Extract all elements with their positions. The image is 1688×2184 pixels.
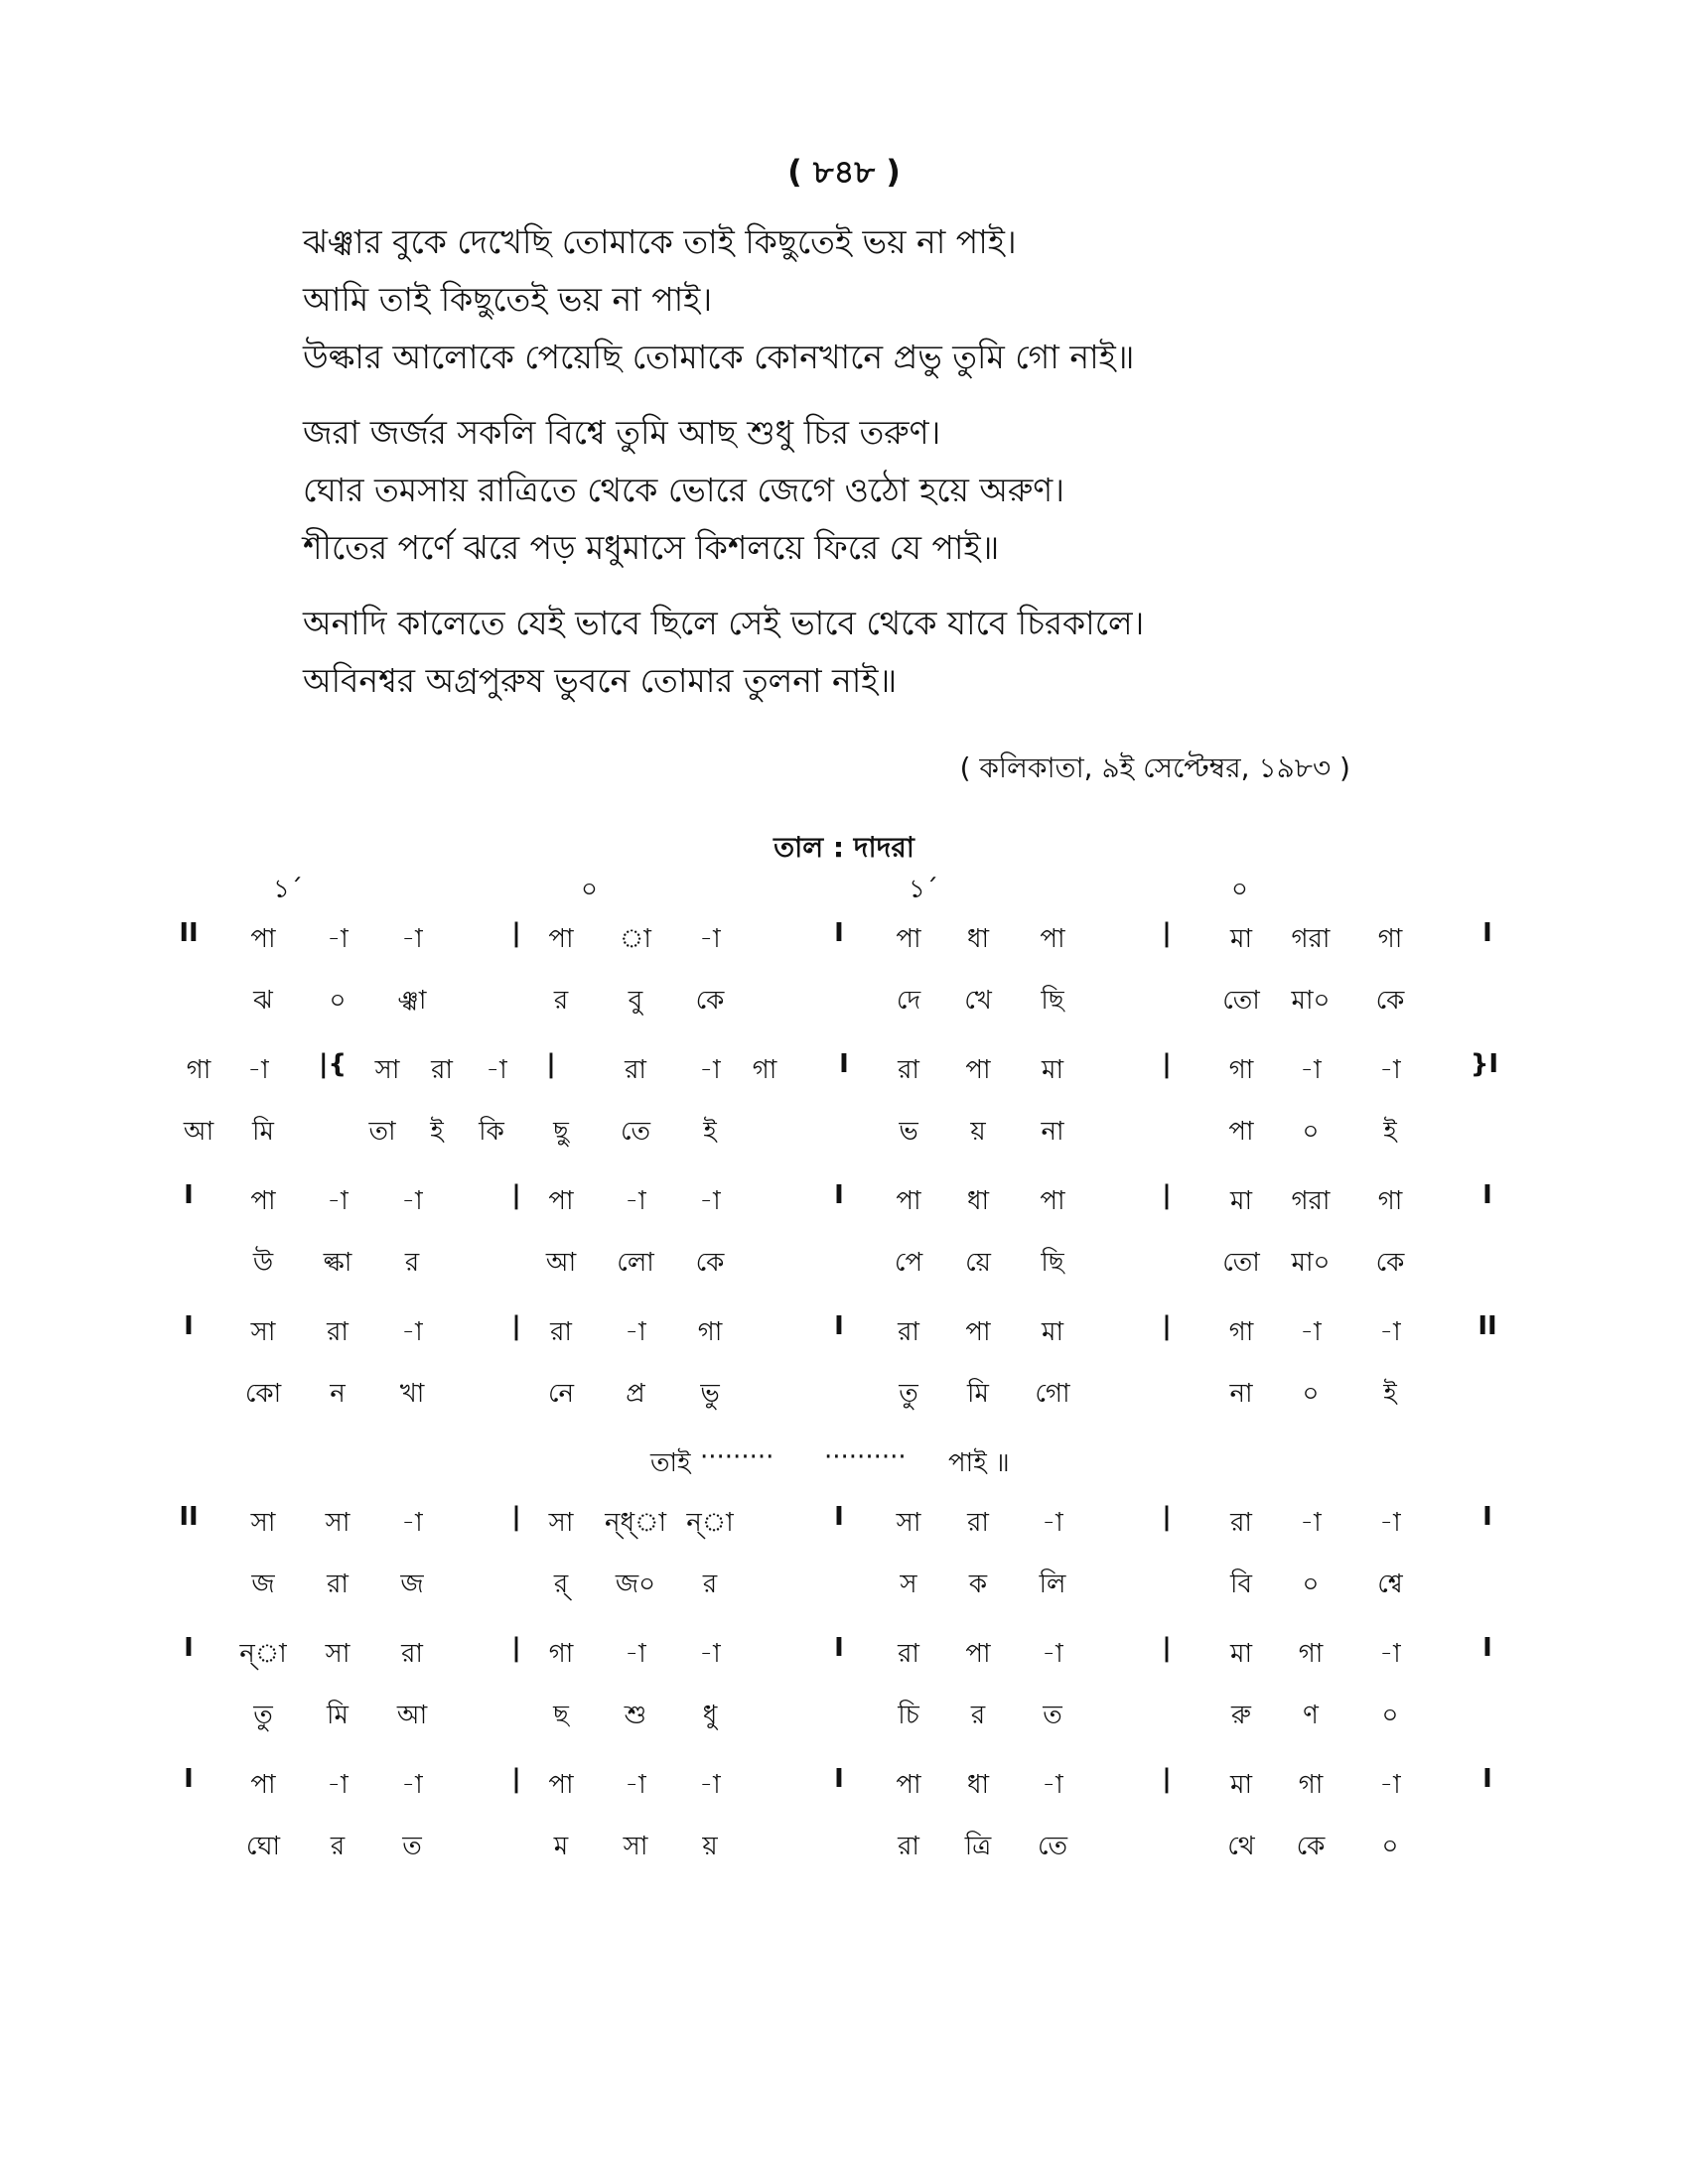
bani-syllable: ০	[1381, 1701, 1399, 1730]
swar-note: পা	[965, 1055, 991, 1085]
swar-note: -া	[401, 1508, 423, 1538]
refrain-dots2: ··········	[824, 1442, 907, 1472]
bani-syllable: ০	[1302, 1379, 1320, 1409]
bani-syllable: তু	[899, 1379, 918, 1409]
swar-note: পা	[965, 1317, 991, 1347]
swar-note: পা	[548, 1186, 574, 1216]
bar-line: |	[511, 1311, 521, 1341]
swar-note: -া	[625, 1317, 646, 1347]
bani-syllable: য়	[702, 1832, 718, 1861]
swar-note: পা	[896, 1770, 921, 1800]
swar-note: সা	[325, 1508, 351, 1538]
bar-line: I	[834, 918, 844, 948]
bani-syllable: য়	[970, 1117, 986, 1147]
swar-note: পা	[250, 924, 276, 954]
swar-row	[0, 918, 1688, 980]
bani-syllable: পা	[1228, 1117, 1254, 1147]
swar-note: -া	[401, 1186, 423, 1216]
bani-syllable: কো	[244, 1379, 282, 1409]
bani-syllable: ই	[1383, 1379, 1397, 1409]
swar-note: গা	[186, 1055, 211, 1085]
bani-syllable: লো	[617, 1248, 654, 1278]
bar-line: I	[184, 1633, 194, 1663]
bani-syllable: প্র	[626, 1379, 645, 1409]
swar-note: পা	[965, 1639, 991, 1669]
lyric-line: অবিনশ্বর অগ্রপুরুষ ভুবনে তোমার তুলনা নাই॥	[303, 661, 898, 700]
swar-note: -া	[247, 1055, 269, 1085]
swar-note: -া	[699, 1186, 721, 1216]
swar-note: -া	[699, 1770, 721, 1800]
swar-note: সা	[548, 1508, 574, 1538]
bani-syllable: ণ	[1303, 1701, 1319, 1730]
swar-note: -া	[327, 924, 349, 954]
bar-line: |	[1162, 1049, 1172, 1079]
stanza	[303, 404, 1494, 577]
swar-note: গা	[548, 1639, 574, 1669]
swar-row	[0, 1049, 1688, 1111]
notation-block	[0, 869, 1688, 1895]
bani-syllable: তো	[1222, 1248, 1260, 1278]
swar-note: -া	[401, 1317, 423, 1347]
bani-syllable: তা	[368, 1117, 396, 1147]
bani-syllable: ভু	[700, 1379, 720, 1409]
bani-syllable: কে	[1375, 986, 1405, 1016]
bani-syllable: আ	[183, 1117, 214, 1147]
bani-syllable: শ্বে	[1377, 1570, 1403, 1599]
swar-note: গা	[1298, 1639, 1324, 1669]
swar-note: পা	[548, 1770, 574, 1800]
bar-line: I	[834, 1633, 844, 1663]
bar-line: I	[834, 1180, 844, 1210]
bani-syllable: র	[702, 1570, 718, 1599]
bani-syllable: ০	[1302, 1117, 1320, 1147]
swar-note: সা	[374, 1055, 400, 1085]
swar-row	[0, 1180, 1688, 1242]
refrain-dots1: ·········	[700, 1442, 774, 1472]
bar-line: I	[184, 1311, 194, 1341]
bar-line: |	[1162, 918, 1172, 948]
swar-note: মা	[1230, 1186, 1252, 1216]
bani-syllable: ০	[329, 986, 347, 1016]
bani-syllable: ০	[1381, 1832, 1399, 1861]
swar-note: রা	[327, 1317, 349, 1347]
swar-note: -া	[1379, 1508, 1401, 1538]
lyric-line: আমি তাই কিছুতেই ভয় না পাই।	[303, 280, 713, 319]
bani-syllable: মা০	[1291, 986, 1331, 1016]
swar-note: ধা	[966, 924, 990, 954]
bani-syllable: র	[553, 986, 569, 1016]
swar-note: ন্া	[239, 1639, 287, 1669]
beat-marks	[0, 869, 1688, 918]
swar-note: রা	[625, 1055, 646, 1085]
swar-note: মা	[1042, 1317, 1063, 1347]
swar-note: গা	[697, 1317, 723, 1347]
refrain-phrase	[0, 1442, 1688, 1502]
swar-note: পা	[250, 1186, 276, 1216]
bani-syllable: না	[1229, 1379, 1253, 1409]
swar-note: -া	[1042, 1508, 1063, 1538]
bani-row	[0, 980, 1688, 1049]
bani-syllable: রা	[327, 1570, 349, 1599]
bani-syllable: র	[404, 1248, 420, 1278]
lyrics	[303, 213, 1494, 728]
swar-note: -া	[1379, 1317, 1401, 1347]
bani-syllable: ছু	[553, 1117, 569, 1147]
bar-line: |	[1162, 1764, 1172, 1794]
bani-syllable: মি	[967, 1379, 989, 1409]
bar-line: I	[1482, 918, 1492, 948]
swar-note: সা	[250, 1317, 276, 1347]
bar-line: |	[511, 1180, 521, 1210]
bani-syllable: ন	[330, 1379, 346, 1409]
lyric-line: অনাদি কালেতে যেই ভাবে ছিলে সেই ভাবে থেকে যাবে চিরকালে।	[303, 604, 1145, 642]
swar-row	[0, 1502, 1688, 1564]
bani-syllable: আ	[396, 1701, 428, 1730]
bani-syllable: জ০	[615, 1570, 656, 1599]
swar-note: ন্ধ্া	[605, 1508, 666, 1538]
bani-syllable: মি	[327, 1701, 349, 1730]
bani-syllable: ই	[703, 1117, 717, 1147]
bani-syllable: তে	[620, 1117, 651, 1147]
bar-line: I	[1482, 1633, 1492, 1663]
bani-syllable: গো	[1035, 1379, 1070, 1409]
bani-syllable: ঞ্ঝা	[397, 986, 427, 1016]
bani-syllable: তু	[253, 1701, 273, 1730]
bani-syllable: র	[970, 1701, 986, 1730]
swar-note: -া	[327, 1770, 349, 1800]
beat-mark: ০	[581, 875, 598, 904]
bani-row	[0, 1564, 1688, 1633]
swar-row	[0, 1633, 1688, 1695]
swar-note: -া	[699, 1639, 721, 1669]
bani-syllable: র্	[553, 1570, 569, 1599]
bani-syllable: তো	[1222, 986, 1260, 1016]
beat-mark: ০	[1231, 875, 1248, 904]
bar-line: II	[179, 1502, 199, 1532]
swar-note: গা	[752, 1055, 777, 1085]
bani-syllable: থে	[1227, 1832, 1255, 1861]
swar-note: -া	[699, 924, 721, 954]
swar-note: গা	[1377, 924, 1403, 954]
swar-note: পা	[896, 924, 921, 954]
swar-note: -া	[1379, 1639, 1401, 1669]
bani-row	[0, 1826, 1688, 1895]
bani-syllable: কে	[695, 1248, 725, 1278]
bani-syllable: দে	[896, 986, 921, 1016]
swar-note: পা	[548, 924, 574, 954]
bani-syllable: তে	[1037, 1832, 1068, 1861]
bani-syllable: ঝ	[253, 986, 273, 1016]
swar-note: -া	[401, 924, 423, 954]
bani-syllable: উ	[252, 1248, 274, 1278]
bar-line: II	[179, 918, 199, 948]
bani-syllable: খে	[964, 986, 992, 1016]
bar-line: I	[184, 1180, 194, 1210]
refrain-end: পাই ॥	[948, 1448, 1010, 1478]
swar-note: রা	[898, 1639, 919, 1669]
beat-mark: ১´	[273, 875, 303, 904]
bar-line: |	[546, 1049, 556, 1079]
bani-syllable: য়ে	[965, 1248, 991, 1278]
swar-note: -া	[1300, 1317, 1322, 1347]
swar-note: রা	[967, 1508, 989, 1538]
bani-syllable: শু	[624, 1701, 647, 1730]
swar-note: রা	[898, 1317, 919, 1347]
swar-note: -া	[1300, 1508, 1322, 1538]
bani-row	[0, 1695, 1688, 1764]
bar-line: |	[1162, 1180, 1172, 1210]
bani-row	[0, 1111, 1688, 1180]
bani-row	[0, 1242, 1688, 1311]
bani-syllable: ঘো	[245, 1832, 281, 1861]
bani-syllable: মা০	[1291, 1248, 1331, 1278]
bani-syllable: লি	[1039, 1570, 1066, 1599]
bar-line: I	[184, 1764, 194, 1794]
bar-line: |	[511, 1764, 521, 1794]
bar-line: |	[1162, 1311, 1172, 1341]
bani-syllable: ভ	[899, 1117, 918, 1147]
stanza	[303, 213, 1494, 386]
bani-row	[0, 1373, 1688, 1442]
swar-note: -া	[486, 1055, 507, 1085]
swar-note: -া	[1042, 1770, 1063, 1800]
bani-syllable: ০	[1302, 1570, 1320, 1599]
swar-note: পা	[896, 1186, 921, 1216]
swar-note: মা	[1230, 1770, 1252, 1800]
swar-note: রা	[898, 1055, 919, 1085]
bar-line: |	[511, 1633, 521, 1663]
bani-syllable: ত	[1043, 1701, 1062, 1730]
bani-syllable: বি	[1230, 1570, 1252, 1599]
bani-syllable: জ	[251, 1570, 275, 1599]
swar-note: া	[620, 924, 651, 954]
swar-note: ধা	[966, 1770, 990, 1800]
lyric-line: ঘোর তমসায় রাত্রিতে থেকে ভোরে জেগে ওঠো হয়ে অরুণ।	[303, 471, 1065, 509]
swar-note: রা	[401, 1639, 423, 1669]
bani-syllable: ল্কা	[323, 1248, 352, 1278]
swar-note: -া	[699, 1055, 721, 1085]
bani-syllable: ক	[968, 1570, 988, 1599]
swar-note: গরা	[1291, 1186, 1331, 1216]
bani-syllable: কে	[1375, 1248, 1405, 1278]
bani-syllable: ত্রি	[964, 1832, 992, 1861]
bar-line: I	[834, 1502, 844, 1532]
swar-note: মা	[1042, 1055, 1063, 1085]
bani-syllable: ই	[1383, 1117, 1397, 1147]
bani-syllable: কে	[1296, 1832, 1326, 1861]
swar-note: ধা	[966, 1186, 990, 1216]
bani-syllable: ধু	[702, 1701, 718, 1730]
bani-syllable: আ	[545, 1248, 577, 1278]
bar-line: |	[1162, 1502, 1172, 1532]
lyric-line: শীতের পর্ণে ঝরে পড় মধুমাসে কিশলয়ে ফিরে যে পাই॥	[303, 528, 1000, 567]
lyric-line: জরা জর্জর সকলি বিশ্বে তুমি আছ শুধু চির তরুণ।	[303, 413, 941, 452]
swar-note: -া	[1379, 1770, 1401, 1800]
swar-row	[0, 1764, 1688, 1826]
bani-syllable: না	[1041, 1117, 1064, 1147]
bani-syllable: সা	[623, 1832, 648, 1861]
bar-line: I	[834, 1764, 844, 1794]
swar-note: গা	[1228, 1055, 1254, 1085]
bani-syllable: ছি	[1041, 986, 1064, 1016]
swar-note: গা	[1228, 1317, 1254, 1347]
swar-note: -া	[401, 1770, 423, 1800]
swar-note: -া	[625, 1186, 646, 1216]
swar-note: ন্া	[686, 1508, 734, 1538]
bar-line: |{	[318, 1049, 348, 1079]
swar-note: -া	[327, 1186, 349, 1216]
swar-note: রা	[431, 1055, 453, 1085]
swar-note: পা	[1040, 1186, 1065, 1216]
bar-line: I	[1482, 1502, 1492, 1532]
beat-mark: ১´	[909, 875, 938, 904]
swar-note: সা	[325, 1639, 351, 1669]
swar-note: মা	[1230, 924, 1252, 954]
swar-note: রা	[1230, 1508, 1252, 1538]
swar-note: গা	[1298, 1770, 1324, 1800]
swar-note: -া	[1300, 1055, 1322, 1085]
swar-note: সা	[896, 1508, 921, 1538]
lyric-line: ঝঞ্ঝার বুকে দেখেছি তোমাকে তাই কিছুতেই ভয় না পাই।	[303, 222, 1017, 261]
refrain-start: তাই	[650, 1448, 691, 1478]
bar-line: |	[511, 918, 521, 948]
bani-syllable: র	[330, 1832, 346, 1861]
bani-syllable: খা	[399, 1379, 425, 1409]
tala-title: তাল : দাদরা	[774, 831, 914, 864]
bani-syllable: ছ	[553, 1701, 569, 1730]
bani-syllable: বু	[628, 986, 643, 1016]
bar-line: |	[511, 1502, 521, 1532]
bar-line: |	[1162, 1633, 1172, 1663]
bani-syllable: ম	[553, 1832, 569, 1861]
bani-syllable: চি	[898, 1701, 919, 1730]
swar-note: গা	[1377, 1186, 1403, 1216]
swar-note: মা	[1230, 1639, 1252, 1669]
swar-note: -া	[1379, 1055, 1401, 1085]
bar-line: II	[1477, 1311, 1497, 1341]
swar-note: -া	[1042, 1639, 1063, 1669]
bani-syllable: ত	[402, 1832, 422, 1861]
swar-note: সা	[250, 1508, 276, 1538]
bani-syllable: কে	[695, 986, 725, 1016]
bar-line: I	[839, 1049, 849, 1079]
bani-syllable: পে	[894, 1248, 923, 1278]
bani-syllable: জ	[400, 1570, 424, 1599]
swar-note: পা	[250, 1770, 276, 1800]
bani-syllable: নে	[547, 1379, 575, 1409]
bar-line: }I	[1470, 1049, 1499, 1079]
swar-note: -া	[625, 1639, 646, 1669]
bar-line: I	[1482, 1180, 1492, 1210]
bani-syllable: কি	[479, 1117, 504, 1147]
swar-note: গরা	[1291, 924, 1331, 954]
swar-note: -া	[625, 1770, 646, 1800]
stanza	[303, 595, 1494, 710]
lyric-line: উল্কার আলোকে পেয়েছি তোমাকে কোনখানে প্রভু তুমি গো নাই॥	[303, 338, 1135, 376]
bani-syllable: রা	[898, 1832, 919, 1861]
bani-syllable: মি	[252, 1117, 274, 1147]
bar-line: I	[834, 1311, 844, 1341]
page-number: ( ৮৪৮ )	[787, 153, 901, 191]
bani-syllable: ছি	[1041, 1248, 1064, 1278]
bani-syllable: ই	[430, 1117, 444, 1147]
swar-note: পা	[1040, 924, 1065, 954]
bani-syllable: রু	[1231, 1701, 1251, 1730]
swar-row	[0, 1311, 1688, 1373]
bar-line: I	[1482, 1764, 1492, 1794]
footnote: ( কলিকাতা, ৯ই সেপ্টেম্বর, ১৯৮৩ )	[959, 751, 1350, 784]
swar-note: রা	[550, 1317, 572, 1347]
bani-syllable: স	[900, 1570, 917, 1599]
